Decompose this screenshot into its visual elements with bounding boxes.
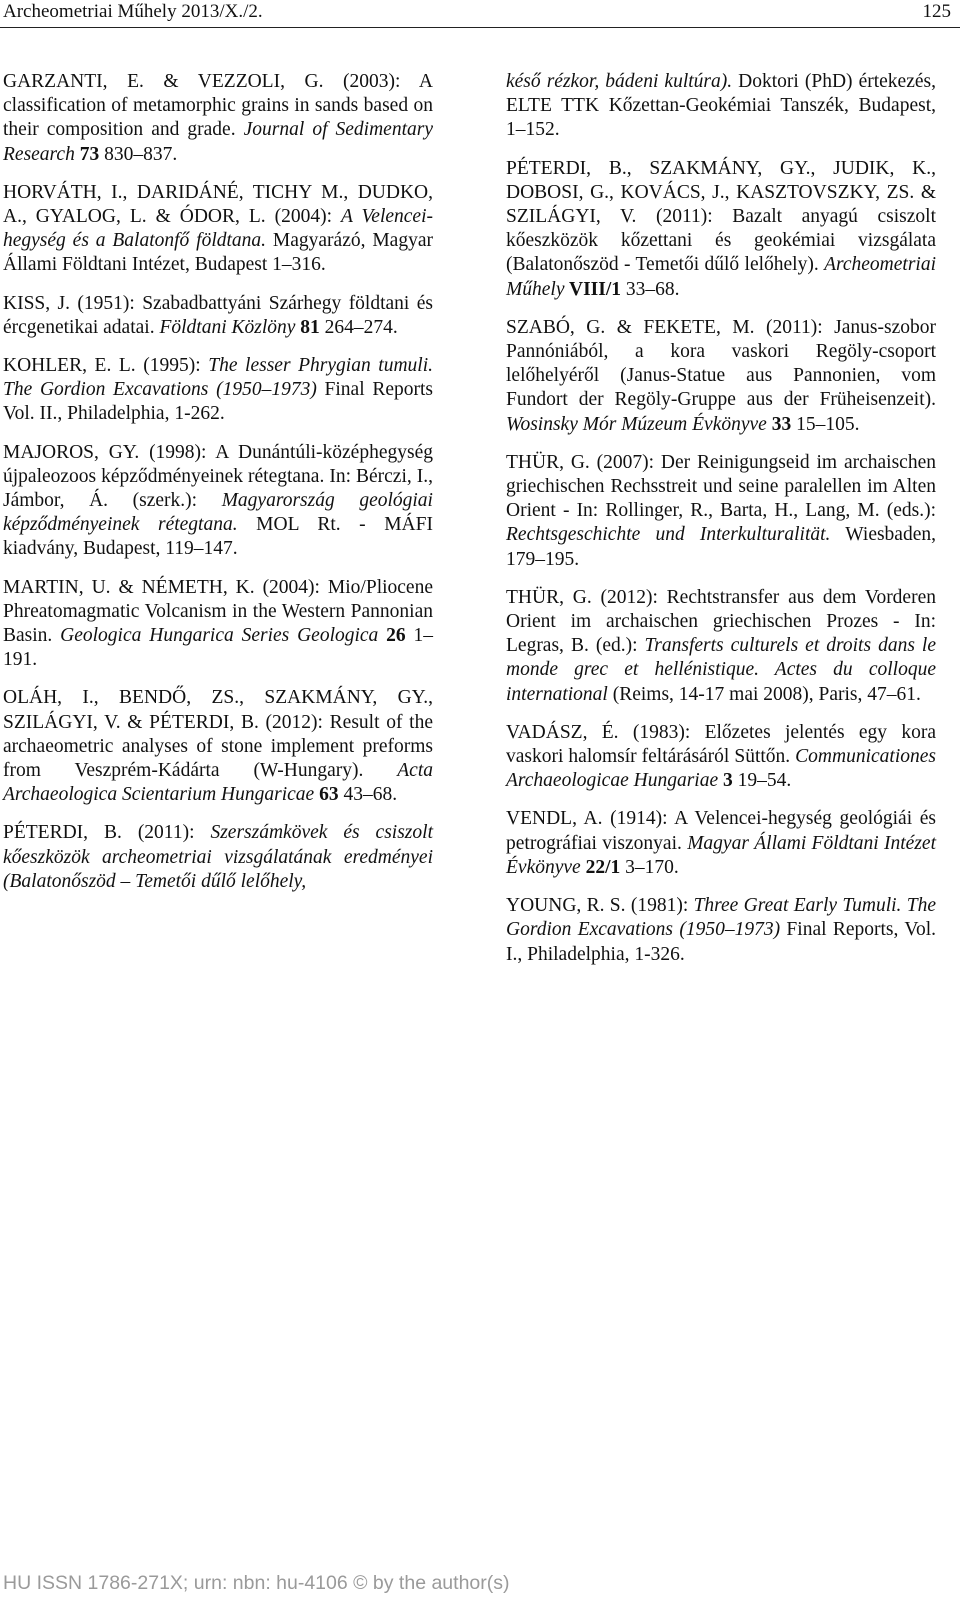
reference-entry: [506, 451, 936, 572]
reference-text-italic: Magyarország geológiai képződményeinek rétegtana.: [3, 490, 433, 536]
reference-text-normal: GARZANTI, E. & VEZZOLI, G. (2003): A classification of metamorphic grains in sands based on their composition and grade.: [3, 71, 433, 141]
reference-text-italic: Rechtsgeschichte und Interkulturalität.: [506, 524, 831, 546]
reference-text-normal: 33–68.: [625, 278, 680, 300]
reference-entry: [3, 821, 433, 894]
reference-text-italic: Three Great Early Tumuli. The Gordion Excavations (1950–1973): [506, 895, 936, 941]
reference-text-normal: Wiesbaden, 179–195.: [506, 524, 936, 570]
reference-entry: [506, 807, 936, 880]
reference-text-bold: 73: [74, 143, 105, 165]
reference-entry: [3, 686, 433, 807]
reference-text-italic: Transferts culturels et droits dans le monde grec et hellénistique. Actes du colloque international: [506, 635, 936, 705]
reference-text-normal: 3–170.: [625, 856, 679, 878]
reference-text-normal: MARTIN, U. & NÉMETH, K. (2004): Mio/Pliocene Phreatomagmatic Volcanism in the Western Pannonian Basin.: [3, 576, 433, 647]
reference-text-bold: 33: [766, 413, 797, 435]
reference-entry: [3, 70, 433, 167]
reference-text-normal: OLÁH, I., BENDŐ, ZS., SZAKMÁNY, GY., SZILÁGYI, V. & PÉTERDI, B. (2012): Result of the archaeometric analyses of stone implement preforms from Veszprém-Kádárta (W-Hungary).: [3, 687, 433, 782]
reference-text-bold: 3: [718, 770, 738, 792]
reference-text-normal: Final Reports, Vol. I., Philadelphia, 1-326.: [506, 919, 936, 965]
running-header: [0, 0, 960, 30]
reference-text-normal: Magyarázó, Magyar Állami Földtani Intézet, Budapest 1–316.: [3, 230, 433, 276]
reference-entry: [3, 354, 433, 427]
reference-text-normal: KISS, J. (1951): Szabadbattyáni Szárhegy földtani és ércgenetikai adatai.: [3, 292, 433, 338]
reference-text-normal: 1–191.: [3, 625, 434, 671]
reference-entry: [3, 292, 433, 340]
reference-text-italic: Szerszámkövek és csiszolt kőeszközök archeometriai vizsgálatának eredményei (Balatonőszöd – Temetői dűlő lelőhely,: [3, 822, 433, 892]
reference-text-normal: HORVÁTH, I., DARIDÁNÉ, TICHY M., DUDKO, A., GYALOG, L. & ÓDOR, L. (2004):: [3, 181, 433, 228]
reference-text-bold: VIII/1: [564, 278, 626, 300]
reference-text-italic: Geologica Hungarica Series Geologica: [60, 625, 379, 647]
reference-entry: [506, 586, 936, 707]
reference-text-normal: THÜR, G. (2007): Der Reinigungseid im archaischen griechischen Rechsstreit und seine paralellen im Alten Orient - In: Rollinger, R., Barta, H., Lang, M. (eds.):: [506, 451, 936, 522]
reference-text-normal: SZABÓ, G. & FEKETE, M. (2011): Janus-szobor Pannóniából, a kora vaskori Regöly-csoport lelőhelyéről (Janus-Statue aus Pannonien, vom Fundort der Regöly-Gruppe aus der Früheisenzeit).: [506, 316, 936, 411]
reference-text-normal: Doktori (PhD) értekezés, ELTE TTK Kőzettan-Geokémiai Tanszék, Budapest, 1–152.: [506, 71, 936, 141]
reference-text-normal: VENDL, A. (1914): A Velencei-hegység geológiái és petrográfiai viszonyai.: [506, 808, 936, 854]
reference-text-bold: 22/1: [580, 856, 626, 878]
reference-column-right: [506, 70, 936, 967]
header-rule: [0, 27, 960, 28]
reference-entry: [506, 70, 936, 143]
reference-text-italic: A Velencei-hegység és a Balatonfő földtana.: [3, 206, 433, 252]
reference-entry: [3, 441, 433, 562]
reference-text-bold: 81: [295, 316, 325, 338]
reference-text-bold: 26: [378, 625, 414, 647]
reference-text-italic: Wosinsky Mór Múzeum Évkönyve: [506, 413, 767, 435]
reference-text-italic: Acta Archaeologica Scientarium Hungaricae: [3, 760, 433, 806]
reference-text-normal: THÜR, G. (2012): Rechtstransfer aus dem Vorderen Orient im archaischen griechischen Prozes - In: Legras, B. (ed.):: [506, 586, 936, 657]
reference-text-normal: 830–837.: [104, 143, 178, 165]
reference-text-normal: Final Reports Vol. II., Philadelphia, 1-262.: [3, 379, 433, 425]
reference-text-italic: Journal of Sedimentary Research: [3, 119, 433, 165]
reference-text-normal: (Reims, 14-17 mai 2008), Paris, 47–61.: [607, 683, 921, 705]
reference-text-normal: VADÁSZ, É. (1983): Előzetes jelentés egy kora vaskori halomsír feltárásáról Süttőn.: [506, 721, 936, 768]
reference-text-italic: The lesser Phrygian tumuli. The Gordion Excavations (1950–1973): [3, 355, 433, 401]
reference-text-bold: 63: [314, 784, 344, 806]
reference-column-left: [3, 70, 433, 894]
reference-text-normal: 264–274.: [324, 316, 398, 338]
reference-text-normal: MOL Rt. - MÁFI kiadvány, Budapest, 119–147.: [3, 514, 433, 560]
reference-entry: [506, 721, 936, 794]
reference-entry: [506, 316, 936, 437]
reference-text-normal: 43–68.: [343, 784, 398, 806]
reference-text-normal: KOHLER, E. L. (1995):: [3, 355, 209, 377]
journal-title: Archeometriai Műhely 2013/X./2.: [3, 1, 263, 22]
reference-text-normal: PÉTERDI, B. (2011):: [3, 822, 211, 844]
footer-issn: HU ISSN 1786-271X; urn: nbn: hu-4106 © by the author(s): [3, 1572, 510, 1594]
page-number: 125: [922, 1, 951, 22]
reference-text-italic: Magyar Állami Földtani Intézet Évkönyve: [506, 832, 936, 878]
reference-text-normal: MAJOROS, GY. (1998): A Dunántúli-középhegység újpaleozoos képződményeinek rétegtana. In: Bérczi, I., Jámbor, Á. (szerk.):: [3, 441, 433, 512]
reference-entry: [3, 576, 433, 673]
reference-text-normal: 15–105.: [796, 413, 860, 435]
reference-text-italic: Archeometriai Műhely: [506, 254, 936, 300]
reference-text-normal: 19–54.: [737, 770, 792, 792]
reference-text-normal: YOUNG, R. S. (1981):: [506, 895, 694, 917]
reference-entry: [506, 894, 936, 967]
reference-entry: [506, 157, 936, 302]
reference-entry: [3, 181, 433, 278]
reference-text-italic: késő rézkor, bádeni kultúra).: [506, 71, 733, 92]
reference-text-italic: Communicationes Archaeologicae Hungariae: [506, 746, 936, 792]
reference-text-normal: PÉTERDI, B., SZAKMÁNY, GY., JUDIK, K., DOBOSI, G., KOVÁCS, J., KASZTOVSZKY, ZS. & SZILÁGYI, V. (2011): Bazalt anyagú csiszolt kőeszközök kőzettani és geokémiai vizsgálata (Balatonőszöd - Temetői dűlő lelőhely).: [506, 157, 936, 276]
reference-text-italic: Földtani Közlöny: [159, 316, 296, 338]
